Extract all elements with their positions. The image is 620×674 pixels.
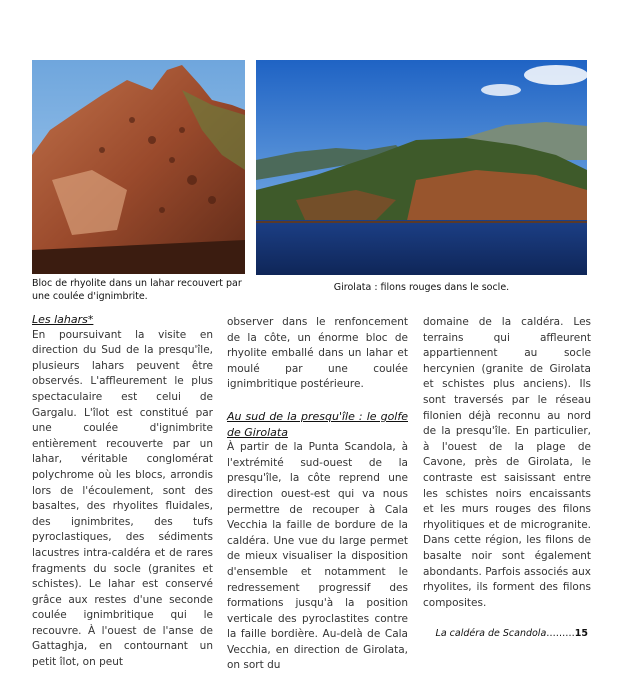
page-footer (436, 628, 588, 639)
left-photo-caption: Bloc de rhyolite dans un lahar recouvert par une coulée d'ignimbrite. (32, 278, 242, 302)
text-column-3 (423, 315, 591, 611)
paragraph-lahars-continued: observer dans le renfoncement de la côte, un énorme bloc de rhyolite emballé dans un lahar et moulé par une coulée ignimbritique postérieure. (227, 316, 408, 391)
footer-leader: ……… (546, 628, 575, 639)
right-photo-caption: Girolata : filons rouges dans le socle. (333, 282, 510, 293)
text-column-2 (227, 315, 408, 674)
paragraph-girolata-continued: domaine de la caldéra. Les terrains qui affleurent appartiennent au socle hercynien (granite de Girolata et schistes plus anciens). Ils sont traversés par le réseau filonien déjà reconnu au nord de la presqu'île. En particulier, à l'ouest de la plage de Cavone, près de Girolata, le contraste est saisissant entre les schistes noirs encaissants et les murs rouges des filons rhyolitiques et de microgranite. Dans cette région, les filons de basalte noir sont également abondants. Parfois associés aux rhyolites, ils forment des filons composites. (423, 316, 591, 609)
section-heading-girolata: Au sud de la presqu'île : le golfe de Girolata (227, 409, 408, 439)
paragraph-lahars: En poursuivant la visite en direction du Sud de la presqu'île, plusieurs lahars peuvent être observés. L'affleurement le plus spectaculaire est celui de Gargalu. L'îlot est constitué par une coulée d'ignimbrite entièrement recouverte par un lahar, véritable conglomérat polychrome où les blocs, arrondis lors de l'écoulement, sont des basaltes, des rhyolites fluidales, des ignimbrites, des tufs pyroclastiques, des sédiments lacustres intra-caldéra et de rares fragments du socle (granites et schistes). Le lahar est conservé grâce aux restes d'une seconde coulée ignimbritique qui le recouvre. À l'ouest de l'anse de Gattaghja, en contournant un petit îlot, on peut (32, 328, 213, 669)
section-heading-lahars: Les lahars* (32, 313, 94, 326)
page-number: 15 (574, 628, 588, 639)
text-column-1 (32, 312, 213, 671)
rhyolite-block-photo (32, 60, 245, 274)
girolata-coast-photo (256, 60, 587, 275)
running-title: La caldéra de Scandola (435, 628, 547, 639)
paragraph-girolata: À partir de la Punta Scandola, à l'extrémité sud-ouest de la presqu'île, la côte reprend une direction ouest-est qui va nous permettre de recouper à Cala Vecchia la faille de bordure de la caldéra. Une vue du large permet de mieux visualiser la disposition d'ensemble et notamment le redressement progressif des formations jusqu'à la position verticale des pyroclastites contre la faille bordière. Au-delà de Cala Vecchia, en direction de Girolata, on sort du (227, 441, 408, 672)
